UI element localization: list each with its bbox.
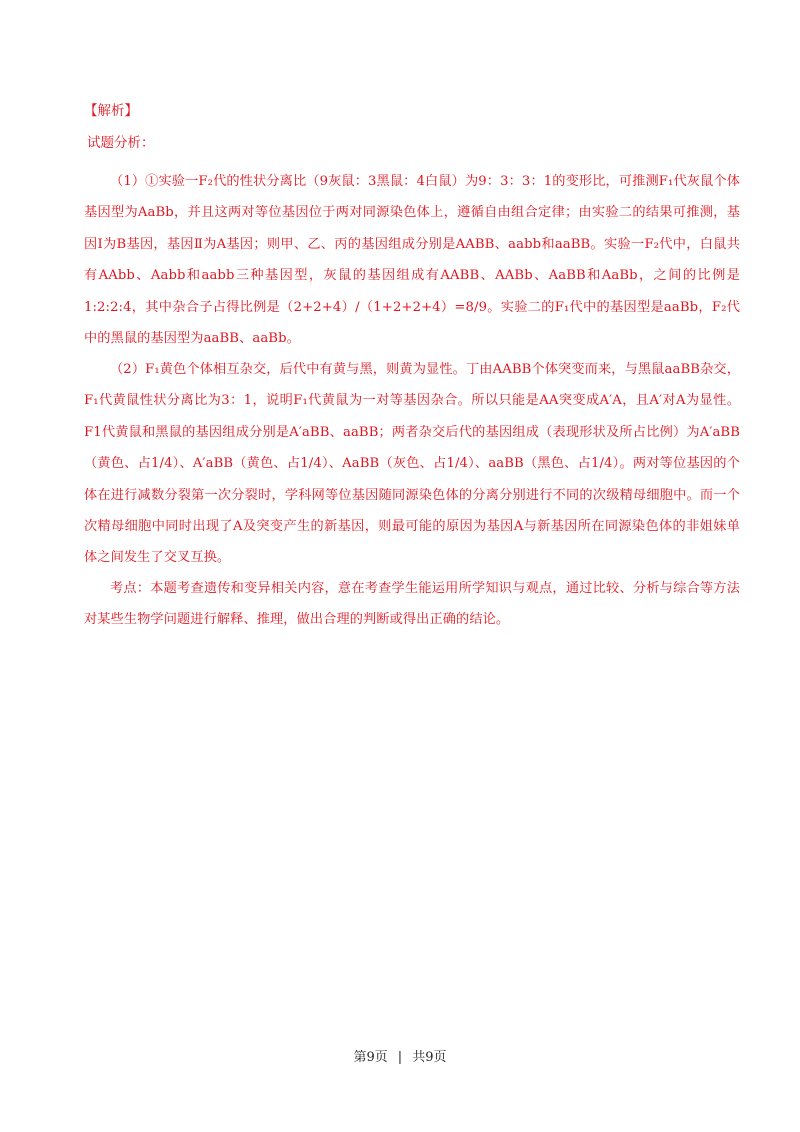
- analysis-paragraph-2: （2）F₁黄色个体相互杂交，后代中有黄与黑，则黄为显性。丁由AABB个体突变而来，与黑鼠aaBB杂交，F₁代黄鼠性状分离比为3：1，说明F₁代黄鼠为一对等基因杂合。所以只能是AA突变成A′A，且A′对A为显性。F1代黄鼠和黑鼠的基因组成分别是A′aBB、aaBB；两者杂交后代的基因组成（表现形状及所占比例）为A′aBB（黄色、占1/4）、A′aBB（黄色、占1/4）、AaBB（灰色、占1/4）、aaBB（黑色、占1/4）。两对等位基因的个体在进行减数分裂第一次分裂时，学科网等位基因随同源染色体的分离分别进行不同的次级精母细胞中。而一个次精母细胞中同时出现了A及突变产生的新基因，则最可能的原因为基因A与新基因所在同源染色体的非姐妹单体之间发生了交叉互换。: [84, 362, 740, 566]
- analysis-paragraph-1: （1）①实验一F₂代的性状分离比（9灰鼠：3黑鼠：4白鼠）为9：3：3：1的变形比，可推测F₁代灰鼠个体基因型为AaBb，并且这两对等位基因位于两对同源染色体上，遵循自由组合定律；由实验二的结果可推测，基因Ⅰ为B基因，基因Ⅱ为A基因；则甲、乙、丙的基因组成分别是AABB、aabb和aaBB。实验一F₂代中，白鼠共有AAbb、Aabb和aabb三种基因型，灰鼠的基因组成有AABB、AABb、AaBB和AaBb，之间的比例是1:2:2:4，其中杂合子占得比例是（2+2+4）/（1+2+2+4）=8/9。实验二的F₁代中的基因型是aaBb，F₂代中的黑鼠的基因型为aaBB、aaBb。: [84, 174, 740, 347]
- page-footer: [0, 1046, 800, 1065]
- key-point-paragraph: 考点：本题考查遗传和变异相关内容，意在考查学生能运用所学知识与观点，通过比较、分析与综合等方法对某些生物学问题进行解释、推理，做出合理的判断或得出正确的结论。: [84, 581, 740, 628]
- current-page-number: 第9页: [353, 1050, 388, 1065]
- footer-separator: |: [397, 1050, 403, 1065]
- total-pages: 共9页: [412, 1050, 447, 1065]
- analysis-subheading: 试题分析：: [87, 135, 155, 151]
- section-heading: 【解析】: [84, 103, 138, 119]
